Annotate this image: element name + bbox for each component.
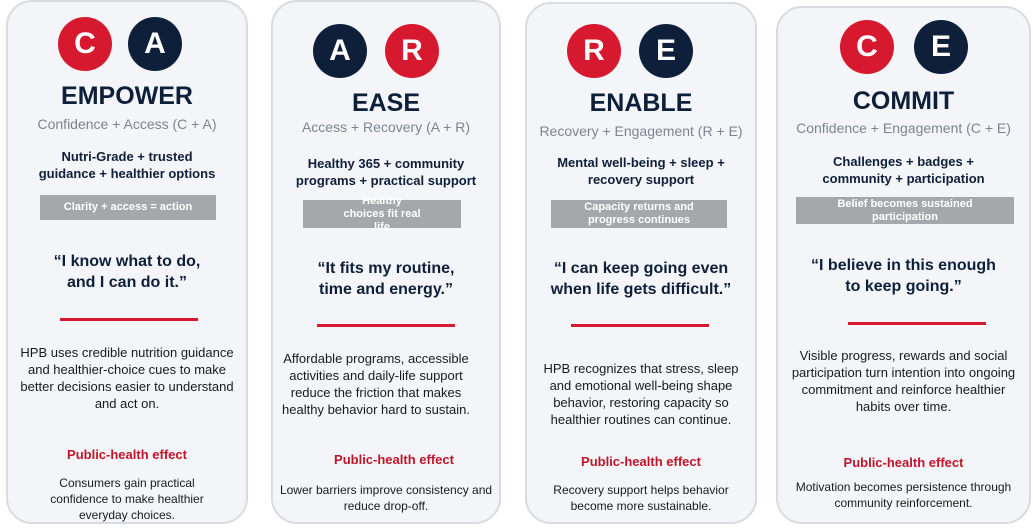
card-description: Visible progress, rewards and social participation turn intention into ongoing commitment and reinforce healthier habits over time. [791, 348, 1016, 414]
letter-circle-c: C [58, 17, 112, 71]
effect-text: Consumers gain practical confidence to make healthier everyday choices. [50, 476, 204, 522]
card-ease [271, 0, 501, 524]
letter-circle-e: E [639, 24, 693, 78]
letter-circle-e: E [914, 20, 968, 74]
card-features: Nutri-Grade + trusted guidance + healthier options [38, 149, 216, 181]
card-description: HPB recognizes that stress, sleep and emotional well-being shape behavior, restoring capacity so healthier routines can continue. [543, 361, 739, 427]
card-features: Healthy 365 + community programs + practical support [295, 156, 477, 188]
card-quote: “I know what to do, and I can do it.” [53, 253, 201, 291]
card-tag: Capacity returns and progress continues [551, 200, 727, 228]
letter-circle-a: A [128, 17, 182, 71]
letter-circle-c: C [840, 20, 894, 74]
card-tag: Healthy choices fit real life [303, 200, 461, 228]
card-quote: “It fits my routine, time and energy.” [317, 260, 455, 298]
quote-divider [848, 322, 986, 325]
effect-label: Public-health effect [581, 454, 701, 469]
letter-circle-r: R [567, 24, 621, 78]
effect-text: Motivation becomes persistence through community reinforcement. [795, 480, 1012, 510]
effect-label: Public-health effect [334, 452, 454, 467]
card-title: EASE [351, 89, 421, 117]
card-subtitle: Access + Recovery (A + R) [301, 119, 471, 135]
quote-divider [571, 324, 709, 327]
card-enable [525, 2, 757, 524]
effect-label: Public-health effect [67, 447, 187, 462]
card-commit [776, 6, 1031, 524]
letter-circle-r: R [385, 24, 439, 78]
card-empower [6, 0, 248, 524]
card-features: Mental well-being + sleep + recovery support [557, 155, 725, 187]
card-subtitle: Confidence + Access (C + A) [37, 116, 217, 132]
card-title: COMMIT [852, 87, 955, 115]
effect-label: Public-health effect [843, 455, 964, 470]
quote-divider [317, 324, 455, 327]
card-subtitle: Recovery + Engagement (R + E) [539, 123, 743, 139]
card-features: Challenges + badges + community + participation [822, 154, 985, 186]
quote-divider [60, 318, 198, 321]
effect-text: Lower barriers improve consistency and reduce drop-off. [279, 483, 493, 513]
card-title: ENABLE [589, 89, 693, 117]
card-quote: “I can keep going even when life gets difficult.” [550, 260, 732, 298]
card-tag: Belief becomes sustained participation [796, 197, 1014, 224]
card-description: Affordable programs, accessible activities and daily-life support reduce the friction that makes healthy behavior hard to sustain. [282, 351, 470, 417]
letter-circle-a: A [313, 24, 367, 78]
card-title: EMPOWER [61, 82, 193, 110]
card-tag: Clarity + access = action [40, 195, 216, 220]
card-quote: “I believe in this enough to keep going.” [811, 257, 996, 295]
card-subtitle: Confidence + Engagement (C + E) [796, 120, 1011, 136]
effect-text: Recovery support helps behavior become more sustainable. [553, 483, 729, 513]
card-description: HPB uses credible nutrition guidance and healthier-choice cues to make better decisions easier to understand and act on. [20, 345, 234, 411]
